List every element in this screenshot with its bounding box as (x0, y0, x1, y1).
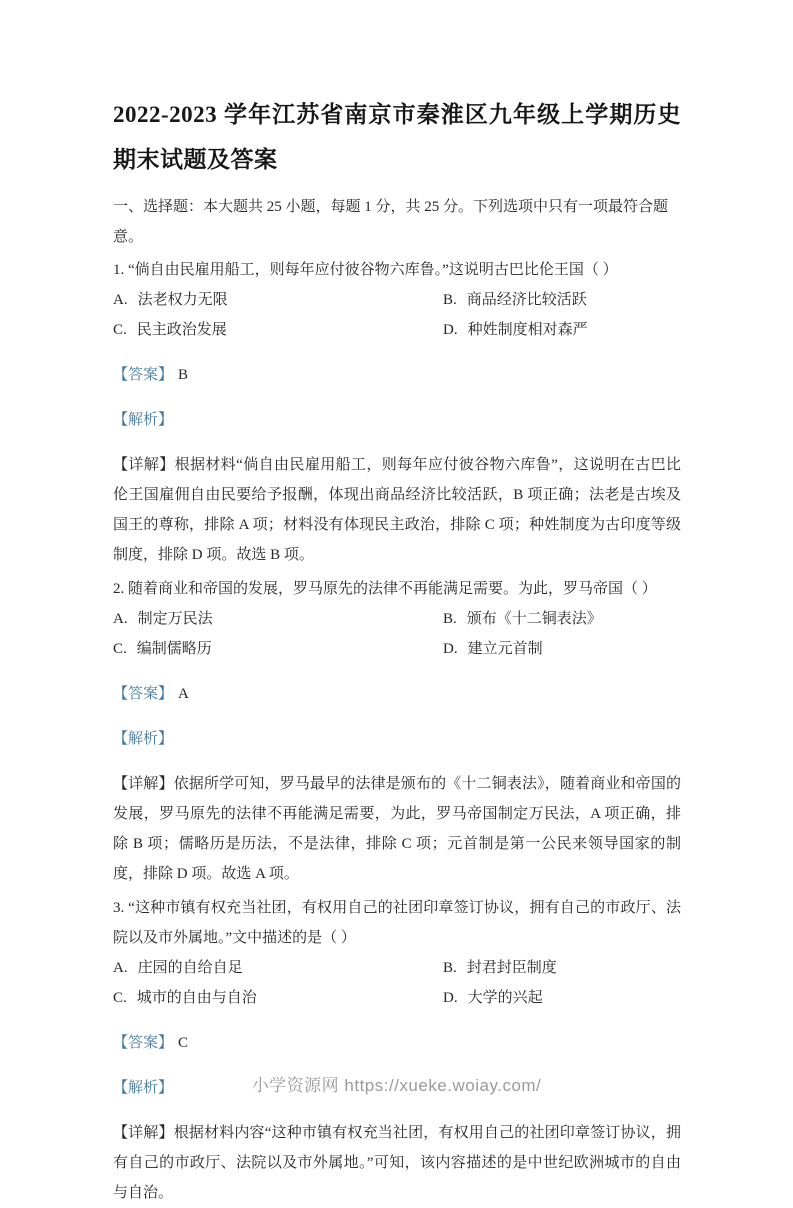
answer-value: C (178, 1035, 189, 1051)
option-a-key: A. (113, 292, 128, 308)
option-d (443, 315, 681, 345)
option-a-text: 制定万民法 (137, 611, 213, 627)
option-a-text: 庄园的自给自足 (137, 960, 243, 976)
analysis-line (113, 724, 681, 754)
option-b-key: B. (443, 611, 457, 627)
analysis-label: 【解析】 (113, 1080, 174, 1096)
detail-text: 根据材料内容“这种市镇有权充当社团，有权用自己的社团印章签订协议，拥有自己的市政厅、法院以及市外属地。”可知，该内容描述的是中世纪欧洲城市的自由与自治。 (113, 1125, 681, 1201)
detail-text: 依据所学可知，罗马最早的法律是颁布的《十二铜表法》，随着商业和帝国的发展，罗马原先的法律不再能满足需要，为此，罗马帝国制定万民法，A 项正确，排除 B 项；儒略历是历法，不是法律，排除 C 项；元首制是第一公民来领导国家的制度，排除 D 项。故选 A 项。 (113, 776, 681, 882)
detail-paragraph (113, 1118, 681, 1208)
question-stem: 3. “这种市镇有权充当社团，有权用自己的社团印章签订协议，拥有自己的市政厅、法院以及市外属地。”文中描述的是（ ） (113, 900, 681, 946)
detail-paragraph (113, 769, 681, 889)
option-d (443, 983, 681, 1013)
question-stem: 1. “倘自由民雇用船工，则每年应付彼谷物六库鲁。”这说明古巴比伦王国（ ） (113, 262, 618, 278)
option-d-text: 种姓制度相对森严 (467, 322, 588, 338)
option-b-text: 封君封臣制度 (466, 960, 557, 976)
option-d-key: D. (443, 322, 458, 338)
option-b-key: B. (443, 292, 457, 308)
option-c-text: 编制儒略历 (136, 641, 212, 657)
detail-label: 【详解】 (113, 457, 175, 473)
analysis-line (113, 405, 681, 435)
answer-value: B (178, 367, 189, 383)
option-d-text: 大学的兴起 (467, 990, 543, 1006)
site-watermark: 小学资源网 https://xueke.woiay.com/ (251, 1076, 542, 1095)
option-b-text: 商品经济比较活跃 (466, 292, 587, 308)
option-c-key: C. (113, 322, 127, 338)
answer-label: 【答案】 (113, 367, 174, 383)
question-options (113, 604, 681, 664)
section-intro: 一、选择题：本大题共 25 小题，每题 1 分，共 25 分。下列选项中只有一项最符合题意。 (113, 199, 669, 245)
option-c-key: C. (113, 641, 127, 657)
detail-paragraph (113, 450, 681, 570)
questions-list (113, 255, 681, 1208)
question-stem: 2. 随着商业和帝国的发展，罗马原先的法律不再能满足需要。为此，罗马帝国（ ） (113, 581, 657, 597)
detail-text: 根据材料“倘自由民雇用船工，则每年应付彼谷物六库鲁”，这说明在古巴比伦王国雇佣自由民要给予报酬，体现出商品经济比较活跃，B 项正确；法老是古埃及国王的尊称，排除 A 项；材料没有体现民主政治，排除 C 项；种姓制度为古印度等级制度，排除 D 项。故选 B 项。 (113, 457, 681, 563)
question-block (113, 893, 681, 1208)
option-a (113, 604, 443, 634)
option-b-key: B. (443, 960, 457, 976)
question-options (113, 285, 681, 345)
answer-line (113, 360, 681, 390)
option-b-text: 颁布《十二铜表法》 (466, 611, 602, 627)
document-title: 2022-2023 学年江苏省南京市秦淮区九年级上学期历史期末试题及答案 (113, 102, 681, 172)
answer-value: A (178, 686, 189, 702)
option-b (443, 953, 681, 983)
detail-label: 【详解】 (113, 776, 174, 792)
option-a (113, 285, 443, 315)
option-c-text: 城市的自由与自治 (136, 990, 257, 1006)
option-a-key: A. (113, 960, 128, 976)
option-b (443, 604, 681, 634)
detail-label: 【详解】 (113, 1125, 174, 1141)
option-a-text: 法老权力无限 (137, 292, 228, 308)
option-d (443, 634, 681, 664)
question-block (113, 255, 681, 570)
option-c-key: C. (113, 990, 127, 1006)
option-c (113, 634, 443, 664)
question-options (113, 953, 681, 1013)
option-c (113, 983, 443, 1013)
analysis-label: 【解析】 (113, 731, 174, 747)
answer-label: 【答案】 (113, 686, 174, 702)
option-d-text: 建立元首制 (467, 641, 543, 657)
option-b (443, 285, 681, 315)
option-d-key: D. (443, 990, 458, 1006)
option-d-key: D. (443, 641, 458, 657)
question-block (113, 574, 681, 889)
option-a (113, 953, 443, 983)
answer-label: 【答案】 (113, 1035, 174, 1051)
answer-line (113, 1028, 681, 1058)
answer-line (113, 679, 681, 709)
analysis-label: 【解析】 (113, 412, 174, 428)
option-c (113, 315, 443, 345)
option-a-key: A. (113, 611, 128, 627)
option-c-text: 民主政治发展 (136, 322, 227, 338)
